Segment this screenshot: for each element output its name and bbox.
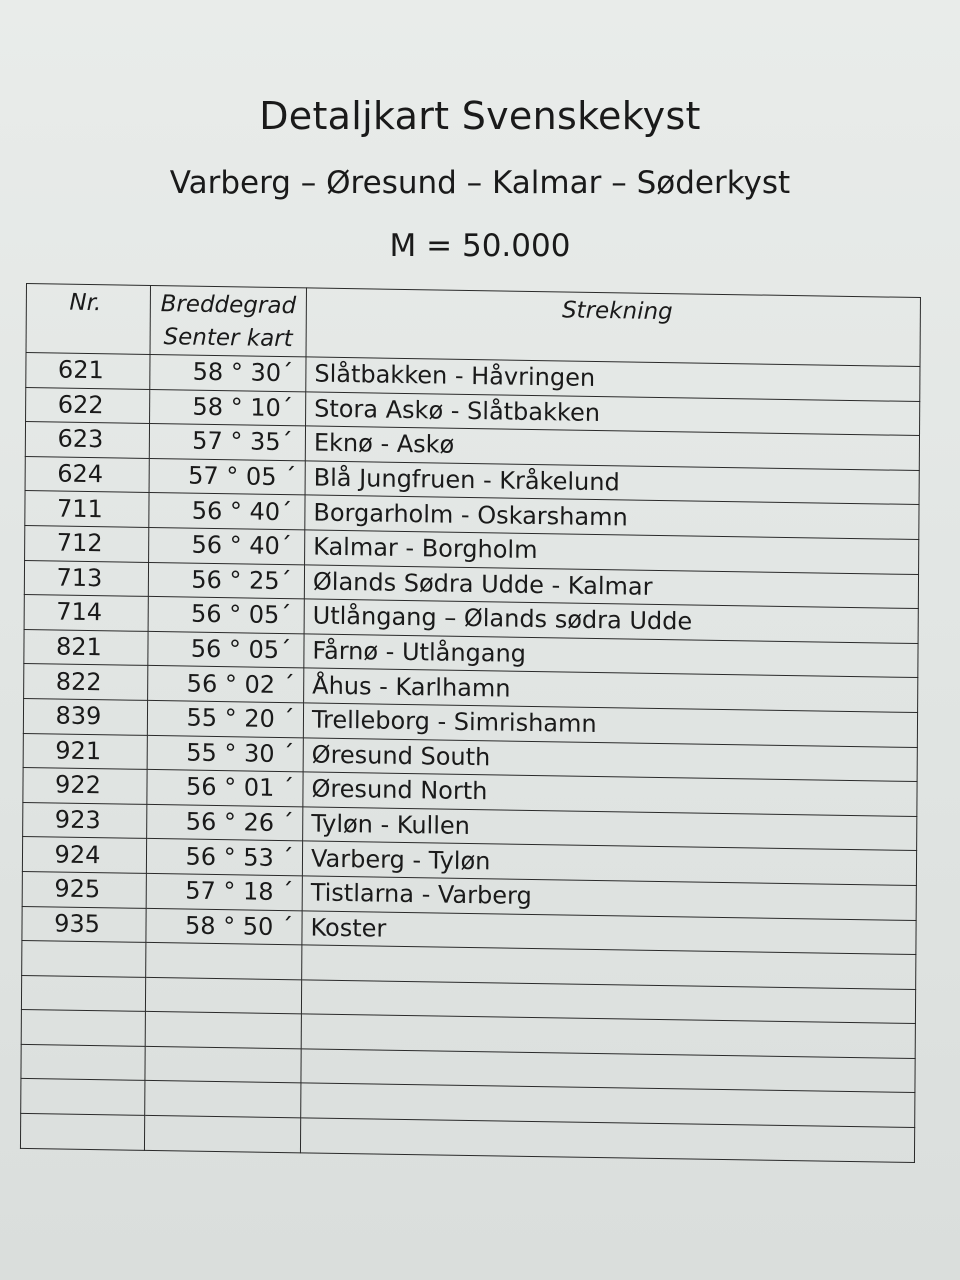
cell-latitude: 56 ° 25´ xyxy=(148,562,304,599)
header-latitude-line1: Breddegrad xyxy=(160,291,297,320)
cell-route: Trelleborg - Simrishamn xyxy=(303,703,917,747)
cell-latitude: 58 ° 50 ´ xyxy=(146,908,302,945)
chart-index-table xyxy=(20,283,921,1163)
header-nr: Nr. xyxy=(26,284,150,355)
cell-latitude: 56 ° 05´ xyxy=(148,631,304,668)
cell-chart-number: 925 xyxy=(22,871,146,908)
cell-chart-number xyxy=(21,1079,145,1116)
cell-latitude: 55 ° 30 ´ xyxy=(147,735,303,772)
cell-latitude: 55 ° 20 ´ xyxy=(147,700,303,737)
cell-route: Blå Jungfruen - Kråkelund xyxy=(305,461,919,505)
cell-chart-number: 935 xyxy=(22,906,146,943)
cell-latitude xyxy=(144,1115,300,1152)
cell-route: Tistlarna - Varberg xyxy=(302,876,916,920)
cell-route: Øresund South xyxy=(303,737,917,781)
cell-chart-number: 922 xyxy=(23,768,147,805)
header-route: Strekning xyxy=(306,288,920,367)
page-title: Detaljkart Svenskekyst xyxy=(259,94,701,138)
cell-route: Åhus - Karlhamn xyxy=(304,668,918,712)
cell-latitude xyxy=(146,942,302,979)
cell-latitude: 56 ° 02 ´ xyxy=(148,666,304,703)
page-subtitle: Varberg – Øresund – Kalmar – Søderkyst xyxy=(169,165,791,201)
cell-chart-number: 624 xyxy=(25,456,149,493)
cell-chart-number xyxy=(21,975,145,1012)
cell-latitude: 57 ° 18 ´ xyxy=(146,873,302,910)
cell-chart-number: 622 xyxy=(26,387,150,424)
cell-chart-number: 621 xyxy=(26,353,150,390)
cell-route: Ølands Sødra Udde - Kalmar xyxy=(304,564,918,608)
cell-chart-number: 623 xyxy=(25,422,149,459)
cell-route: Øresund North xyxy=(303,772,917,816)
table-body xyxy=(20,353,920,1163)
cell-latitude: 56 ° 40´ xyxy=(149,527,305,564)
cell-route: Slåtbakken - Håvringen xyxy=(306,357,920,401)
cell-route: Eknø - Askø xyxy=(305,426,919,470)
cell-latitude: 56 ° 01 ´ xyxy=(147,770,303,807)
cell-chart-number: 821 xyxy=(24,629,148,666)
cell-chart-number: 712 xyxy=(25,525,149,562)
cell-latitude: 56 ° 53 ´ xyxy=(146,839,302,876)
cell-latitude: 56 ° 26 ´ xyxy=(147,804,303,841)
header-latitude xyxy=(150,285,306,356)
cell-chart-number xyxy=(21,1044,145,1081)
cell-latitude: 58 ° 10´ xyxy=(150,389,306,426)
cell-chart-number: 924 xyxy=(22,837,146,874)
cell-route: Utlångang – Ølands sødra Udde xyxy=(304,599,918,643)
cell-route: Tyløn - Kullen xyxy=(303,807,917,851)
cell-chart-number xyxy=(20,1113,144,1150)
cell-latitude xyxy=(145,1012,301,1049)
cell-chart-number: 921 xyxy=(23,733,147,770)
cell-chart-number: 839 xyxy=(23,698,147,735)
cell-latitude: 57 ° 05 ´ xyxy=(149,458,305,495)
cell-chart-number: 714 xyxy=(24,595,148,632)
cell-chart-number xyxy=(21,1010,145,1047)
cell-chart-number: 713 xyxy=(24,560,148,597)
cell-latitude xyxy=(145,977,301,1014)
cell-route: Fårnø - Utlångang xyxy=(304,634,918,678)
map-scale: M = 50.000 xyxy=(389,228,571,264)
cell-latitude: 58 ° 30´ xyxy=(150,354,306,391)
chart-index-table-wrapper xyxy=(20,283,920,1163)
cell-latitude: 57 ° 35´ xyxy=(149,424,305,461)
cell-chart-number: 711 xyxy=(25,491,149,528)
cell-latitude: 56 ° 05´ xyxy=(148,597,304,634)
cell-chart-number xyxy=(22,941,146,978)
cell-chart-number: 822 xyxy=(24,664,148,701)
header-latitude-line2: Senter kart xyxy=(163,324,293,353)
cell-route: Kalmar - Borgholm xyxy=(305,530,919,574)
cell-route: Borgarholm - Oskarshamn xyxy=(305,495,919,539)
cell-route: Varberg - Tyløn xyxy=(302,841,916,885)
cell-latitude xyxy=(145,1046,301,1083)
cell-route: Stora Askø - Slåtbakken xyxy=(306,391,920,435)
cell-chart-number: 923 xyxy=(23,802,147,839)
cell-latitude: 56 ° 40´ xyxy=(149,493,305,530)
cell-latitude xyxy=(145,1081,301,1118)
cell-route: Koster xyxy=(302,910,916,954)
